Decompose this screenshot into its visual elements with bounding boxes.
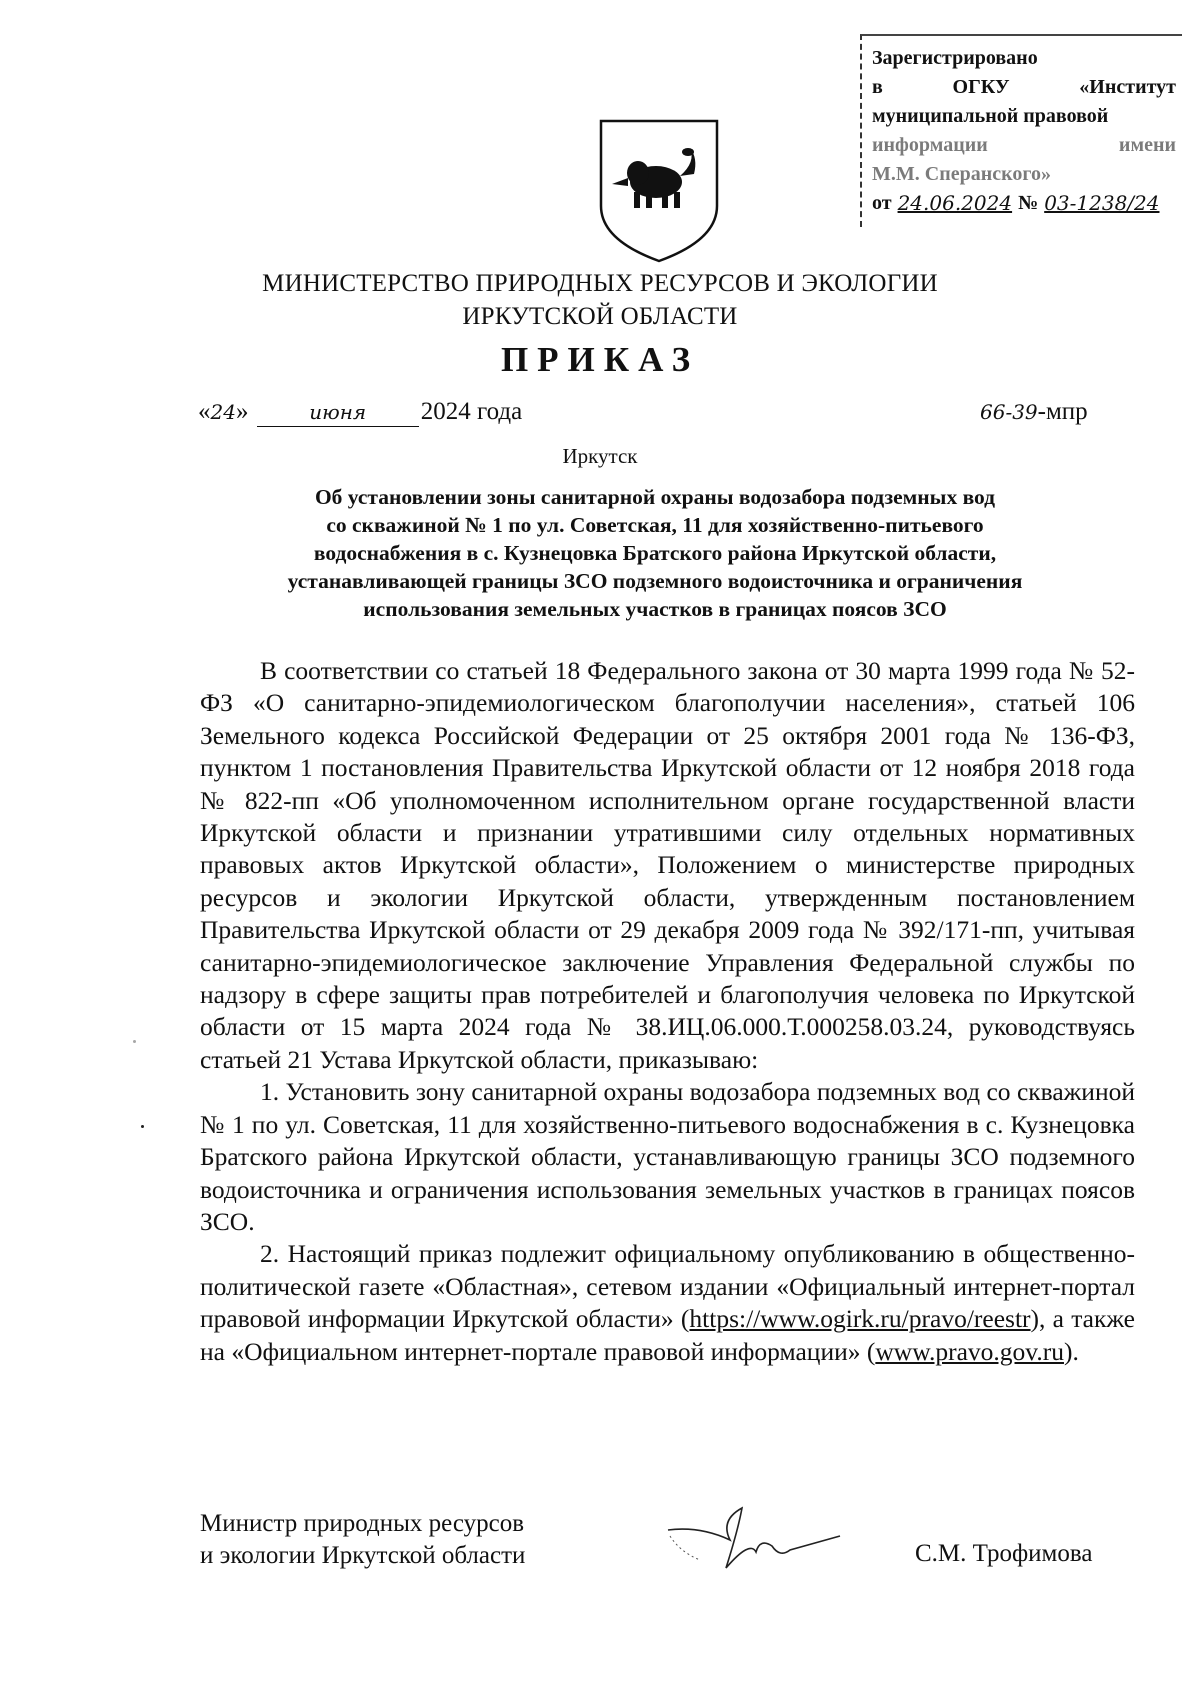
stamp-text: М.М. Сперанского» <box>872 163 1051 185</box>
subject-line: устанавливающей границы ЗСО подземного водоисточника и ограничения <box>287 569 1023 593</box>
document-title: ПРИКАЗ <box>500 340 700 379</box>
stamp-line-3 <box>872 102 1176 131</box>
stamp-text: «Институт <box>1079 76 1176 98</box>
item-2-text: ). <box>1063 1336 1079 1366</box>
position-line: Министр природных ресурсов <box>200 1510 525 1537</box>
scan-speck <box>133 1040 136 1043</box>
subject-line: со скважиной № 1 по ул. Советская, 11 для хозяйственно-питьевого <box>326 513 984 537</box>
order-subject <box>210 483 1100 623</box>
stamp-line-6 <box>872 189 1176 218</box>
order-month-field <box>257 398 419 427</box>
stamp-line-1 <box>872 44 1176 73</box>
order-date <box>198 398 522 427</box>
order-month: июня <box>309 400 367 424</box>
stamp-text: в <box>872 76 883 98</box>
preamble-paragraph: В соответствии со статьей 18 Федерального закона от 30 марта 1999 года № 52-ФЗ «О санитарно-эпидемиологическом благополучии населения», статьей 106 Земельного кодекса Российской Федерации от 25 октября 2001 года № 136-ФЗ, пунктом 1 постановления Правительства Иркутской области от 12 ноября 2018 года № 822-пп «Об уполномоченном исполнительном органе государственной власти Иркутской области и признании утратившими силу отдельных нормативных правовых актов Иркутской области», Положением о министерстве природных ресурсов и экологии Иркутской области, утвержденным постановлением Правительства Иркутской области от 29 декабря 2009 года № 392/171-пп, учитывая санитарно-эпидемиологическое заключение Управления Федеральной службы по надзору в сфере защиты прав потребителей и благополучия человека по Иркутской области от 15 марта 2024 года № 38.ИЦ.06.000.Т.000258.03.24, руководствуясь статьей 21 Устава Иркутской области, приказываю: <box>200 656 1135 1074</box>
subject-line: использования земельных участков в границах поясов ЗСО <box>363 597 947 621</box>
handwritten-signature-icon <box>660 1500 860 1580</box>
order-year: 2024 года <box>420 398 523 425</box>
stamp-date: 24.06.2024 <box>897 191 1013 215</box>
stamp-line-2 <box>872 73 1176 102</box>
stamp-line-5 <box>872 160 1176 189</box>
coat-of-arms-icon <box>598 118 720 264</box>
subject-line: водоснабжения в с. Кузнецовка Братского района Иркутской области, <box>313 541 997 565</box>
stamp-line-4 <box>872 131 1176 160</box>
quote-open: « <box>198 398 211 425</box>
quote-close: » <box>235 398 249 425</box>
city: Иркутск <box>562 444 638 468</box>
stamp-text: имени <box>1118 134 1176 156</box>
stamp-text: Зарегистрировано <box>872 47 1038 69</box>
order-number-suffix: -мпр <box>1037 398 1088 425</box>
scan-speck <box>141 1125 144 1128</box>
item-2-text: ), а также на «Официальном интернет-портале правовой информации» ( <box>200 1304 1135 1366</box>
order-day: 24 <box>210 400 236 424</box>
stamp-text: ОГКУ <box>952 76 1010 98</box>
position-line: и экологии Иркутской области <box>200 1542 526 1569</box>
order-number-hand: 66-39 <box>980 400 1038 424</box>
ministry-name-line-2: ИРКУТСКОЙ ОБЛАСТИ <box>462 303 738 330</box>
stamp-text: информации <box>872 134 988 156</box>
pravo-link[interactable]: www.pravo.gov.ru <box>875 1336 1064 1366</box>
stamp-number: 03-1238/24 <box>1044 191 1160 215</box>
stamp-number-prefix: № <box>1018 192 1039 214</box>
subject-line: Об установлении зоны санитарной охраны водозабора подземных вод <box>314 485 996 509</box>
order-number <box>980 398 1088 426</box>
item-2-paragraph <box>200 1238 1135 1368</box>
registration-stamp <box>860 34 1182 227</box>
stamp-text: муниципальной правовой <box>872 105 1109 127</box>
signatory-position <box>200 1508 525 1572</box>
ogirk-link[interactable]: https://www.ogirk.ru/pravo/reestr <box>689 1304 1031 1334</box>
signatory-name: С.М. Трофимова <box>915 1540 1093 1567</box>
item-1-paragraph: 1. Установить зону санитарной охраны водозабора подземных вод со скважиной № 1 по ул. Советская, 11 для хозяйственно-питьевого водоснабжения в с. Кузнецовка Братского района Иркутской области, устанавливающую границы ЗСО подземного водоисточника и ограничения использования земельных участков в границах поясов ЗСО. <box>200 1077 1135 1236</box>
order-body <box>200 655 1135 1368</box>
item-2-text: 2. Настоящий приказ подлежит официальному опубликованию в общественно-политической газете «Областная», сетевом издании «Официальный интернет-портал правовой информации Иркутской области» ( <box>200 1239 1135 1334</box>
ministry-name-line-1: МИНИСТЕРСТВО ПРИРОДНЫХ РЕСУРСОВ И ЭКОЛОГИИ <box>262 270 938 297</box>
stamp-date-prefix: от <box>872 192 892 214</box>
